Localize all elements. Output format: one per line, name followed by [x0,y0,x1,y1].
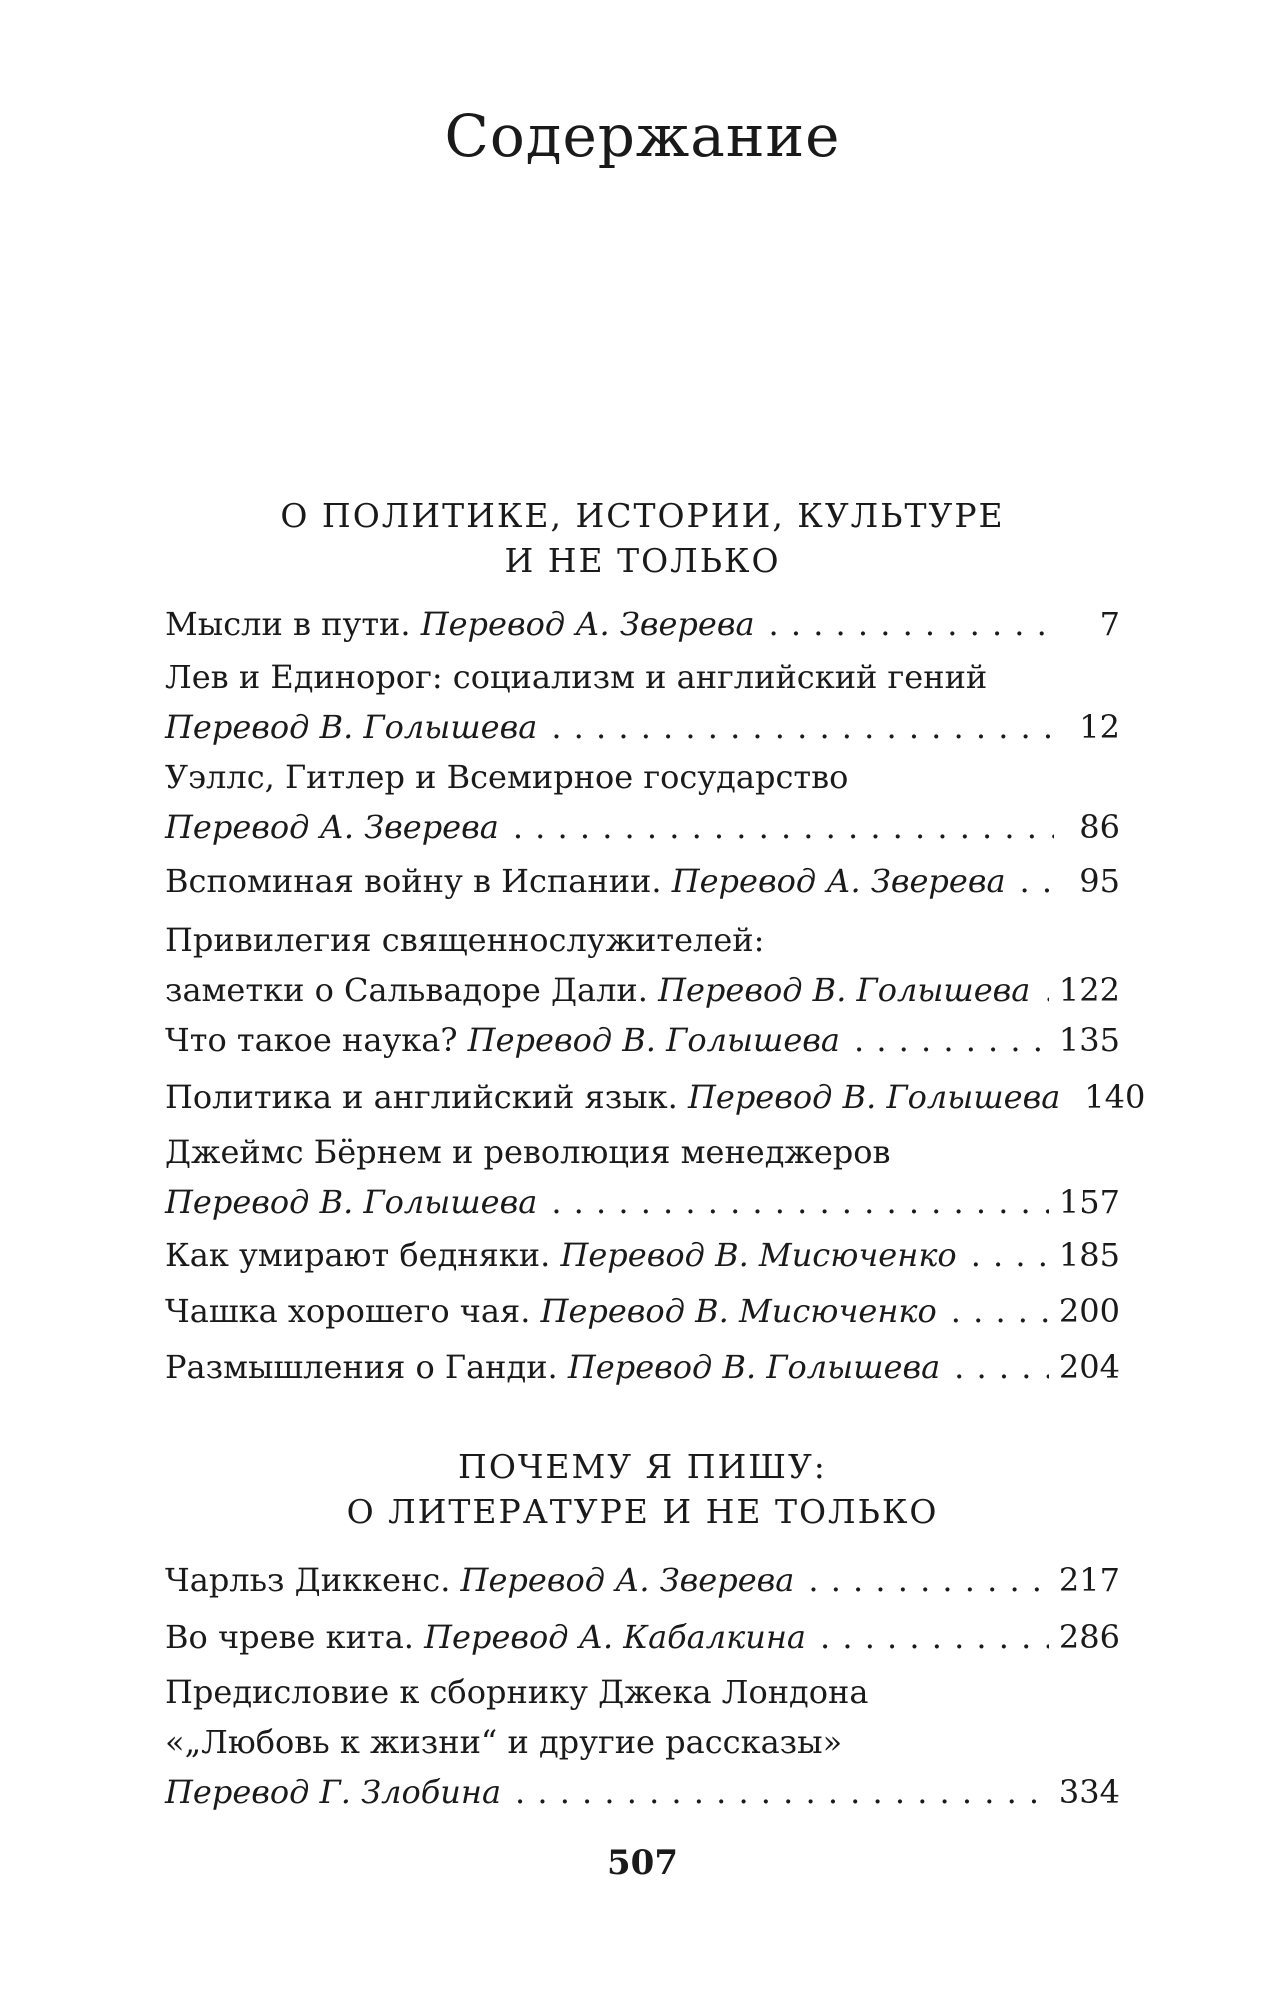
entry-translator: Перевод В. Голышева [165,708,538,746]
entry-title: Лев и Единорог: социализм и английский гений [165,658,988,696]
entry-page-number: 135 [1058,1021,1120,1059]
entry-title: Предисловие к сборнику Джека Лондона [165,1673,869,1711]
entry-page-number: 217 [1058,1561,1120,1599]
entry-page-number: 200 [1058,1292,1120,1330]
entry-page-number: 286 [1058,1618,1120,1656]
toc-entry[interactable] [165,1612,1120,1662]
toc-entry[interactable] [165,915,1120,1015]
leader-dots [513,802,1054,852]
leader-dots [1020,856,1054,906]
entry-translator: Перевод А. Зверева [165,808,499,846]
entry-title: Политика и английский язык. [165,1078,678,1116]
entry-title: Как умирают бедняки. [165,1236,551,1274]
section-heading-line: И НЕ ТОЛЬКО [504,541,781,580]
entry-page-number: 204 [1058,1348,1120,1386]
leader-dots [769,599,1054,649]
entry-translator: Перевод А. Зверева [671,862,1006,900]
entry-title: Чарльз Диккенс. [165,1561,451,1599]
entry-page-number: 86 [1079,808,1120,846]
toc-entry[interactable] [165,1230,1120,1280]
leader-dots [954,1342,1049,1392]
entry-title: Уэллс, Гитлер и Всемирное государство [165,758,849,796]
entry-page-number: 334 [1058,1773,1120,1811]
leader-dots [551,1177,1049,1227]
toc-entry[interactable] [165,1555,1120,1605]
toc-entry[interactable] [165,652,1120,752]
toc-entry[interactable] [165,752,1120,852]
toc-entry[interactable] [165,599,1120,649]
entry-title: Привилегия священнослужителей: [165,921,765,959]
entry-title: Что такое наука? [165,1021,458,1059]
entry-translator: Перевод В. Голышева [467,1021,840,1059]
entry-translator: Перевод В. Мисюченко [560,1236,957,1274]
entry-page-number: 12 [1079,708,1120,746]
toc-entry[interactable] [165,856,1120,906]
entry-title: Мысли в пути. [165,605,411,643]
section-heading-line: О ЛИТЕРАТУРЕ И НЕ ТОЛЬКО [346,1492,939,1531]
entry-translator: Перевод В. Голышева [567,1348,941,1386]
entry-title: Джеймс Бёрнем и революция менеджеров [165,1133,891,1171]
page-number: 507 [607,1843,678,1883]
section-heading-literature [165,1444,1120,1534]
entry-page-number: 7 [1099,605,1120,643]
entry-title: заметки о Сальвадоре Дали. [165,971,648,1009]
toc-entry[interactable] [165,1286,1120,1336]
leader-dots [808,1555,1049,1605]
toc-entry[interactable] [165,1072,1146,1122]
entry-translator: Перевод В. Голышева [658,971,1031,1009]
entry-title: Вспоминая войну в Испании. [165,862,662,900]
leader-dots [971,1230,1049,1280]
entry-title: Чашка хорошего чая. [165,1292,531,1330]
leader-dots [1044,965,1049,1015]
toc-entry[interactable] [165,1342,1120,1392]
entry-translator: Перевод В. Мисюченко [540,1292,937,1330]
entry-page-number: 185 [1058,1236,1120,1274]
entry-translator: Перевод А. Зверева [420,605,755,643]
entry-page-number: 140 [1084,1078,1146,1116]
entry-page-number: 122 [1058,971,1120,1009]
entry-translator: Перевод В. Голышева [687,1078,1061,1116]
entry-translator: Перевод А. Зверева [460,1561,795,1599]
leader-dots [551,702,1054,752]
section-heading-line: О ПОЛИТИКЕ, ИСТОРИИ, КУЛЬТУРЕ [280,496,1005,535]
leader-dots [951,1286,1049,1336]
toc-entry[interactable] [165,1667,1120,1817]
leader-dots [854,1015,1049,1065]
entry-title: Размышления о Ганди. [165,1348,558,1386]
entry-page-number: 95 [1079,862,1120,900]
page-title: Содержание [444,102,841,170]
entry-title: «„Любовь к жизни“ и другие рассказы» [165,1723,843,1761]
entry-translator: Перевод В. Голышева [165,1183,538,1221]
entry-page-number: 157 [1058,1183,1120,1221]
entry-translator: Перевод Г. Злобина [165,1773,502,1811]
toc-entry[interactable] [165,1127,1120,1227]
section-heading-line: ПОЧЕМУ Я ПИШУ: [458,1447,827,1486]
toc-entry[interactable] [165,1015,1120,1065]
entry-translator: Перевод А. Кабалкина [424,1618,806,1656]
leader-dots [820,1612,1049,1662]
leader-dots [515,1767,1049,1817]
entry-title: Во чреве кита. [165,1618,414,1656]
section-heading-politics [165,493,1120,583]
